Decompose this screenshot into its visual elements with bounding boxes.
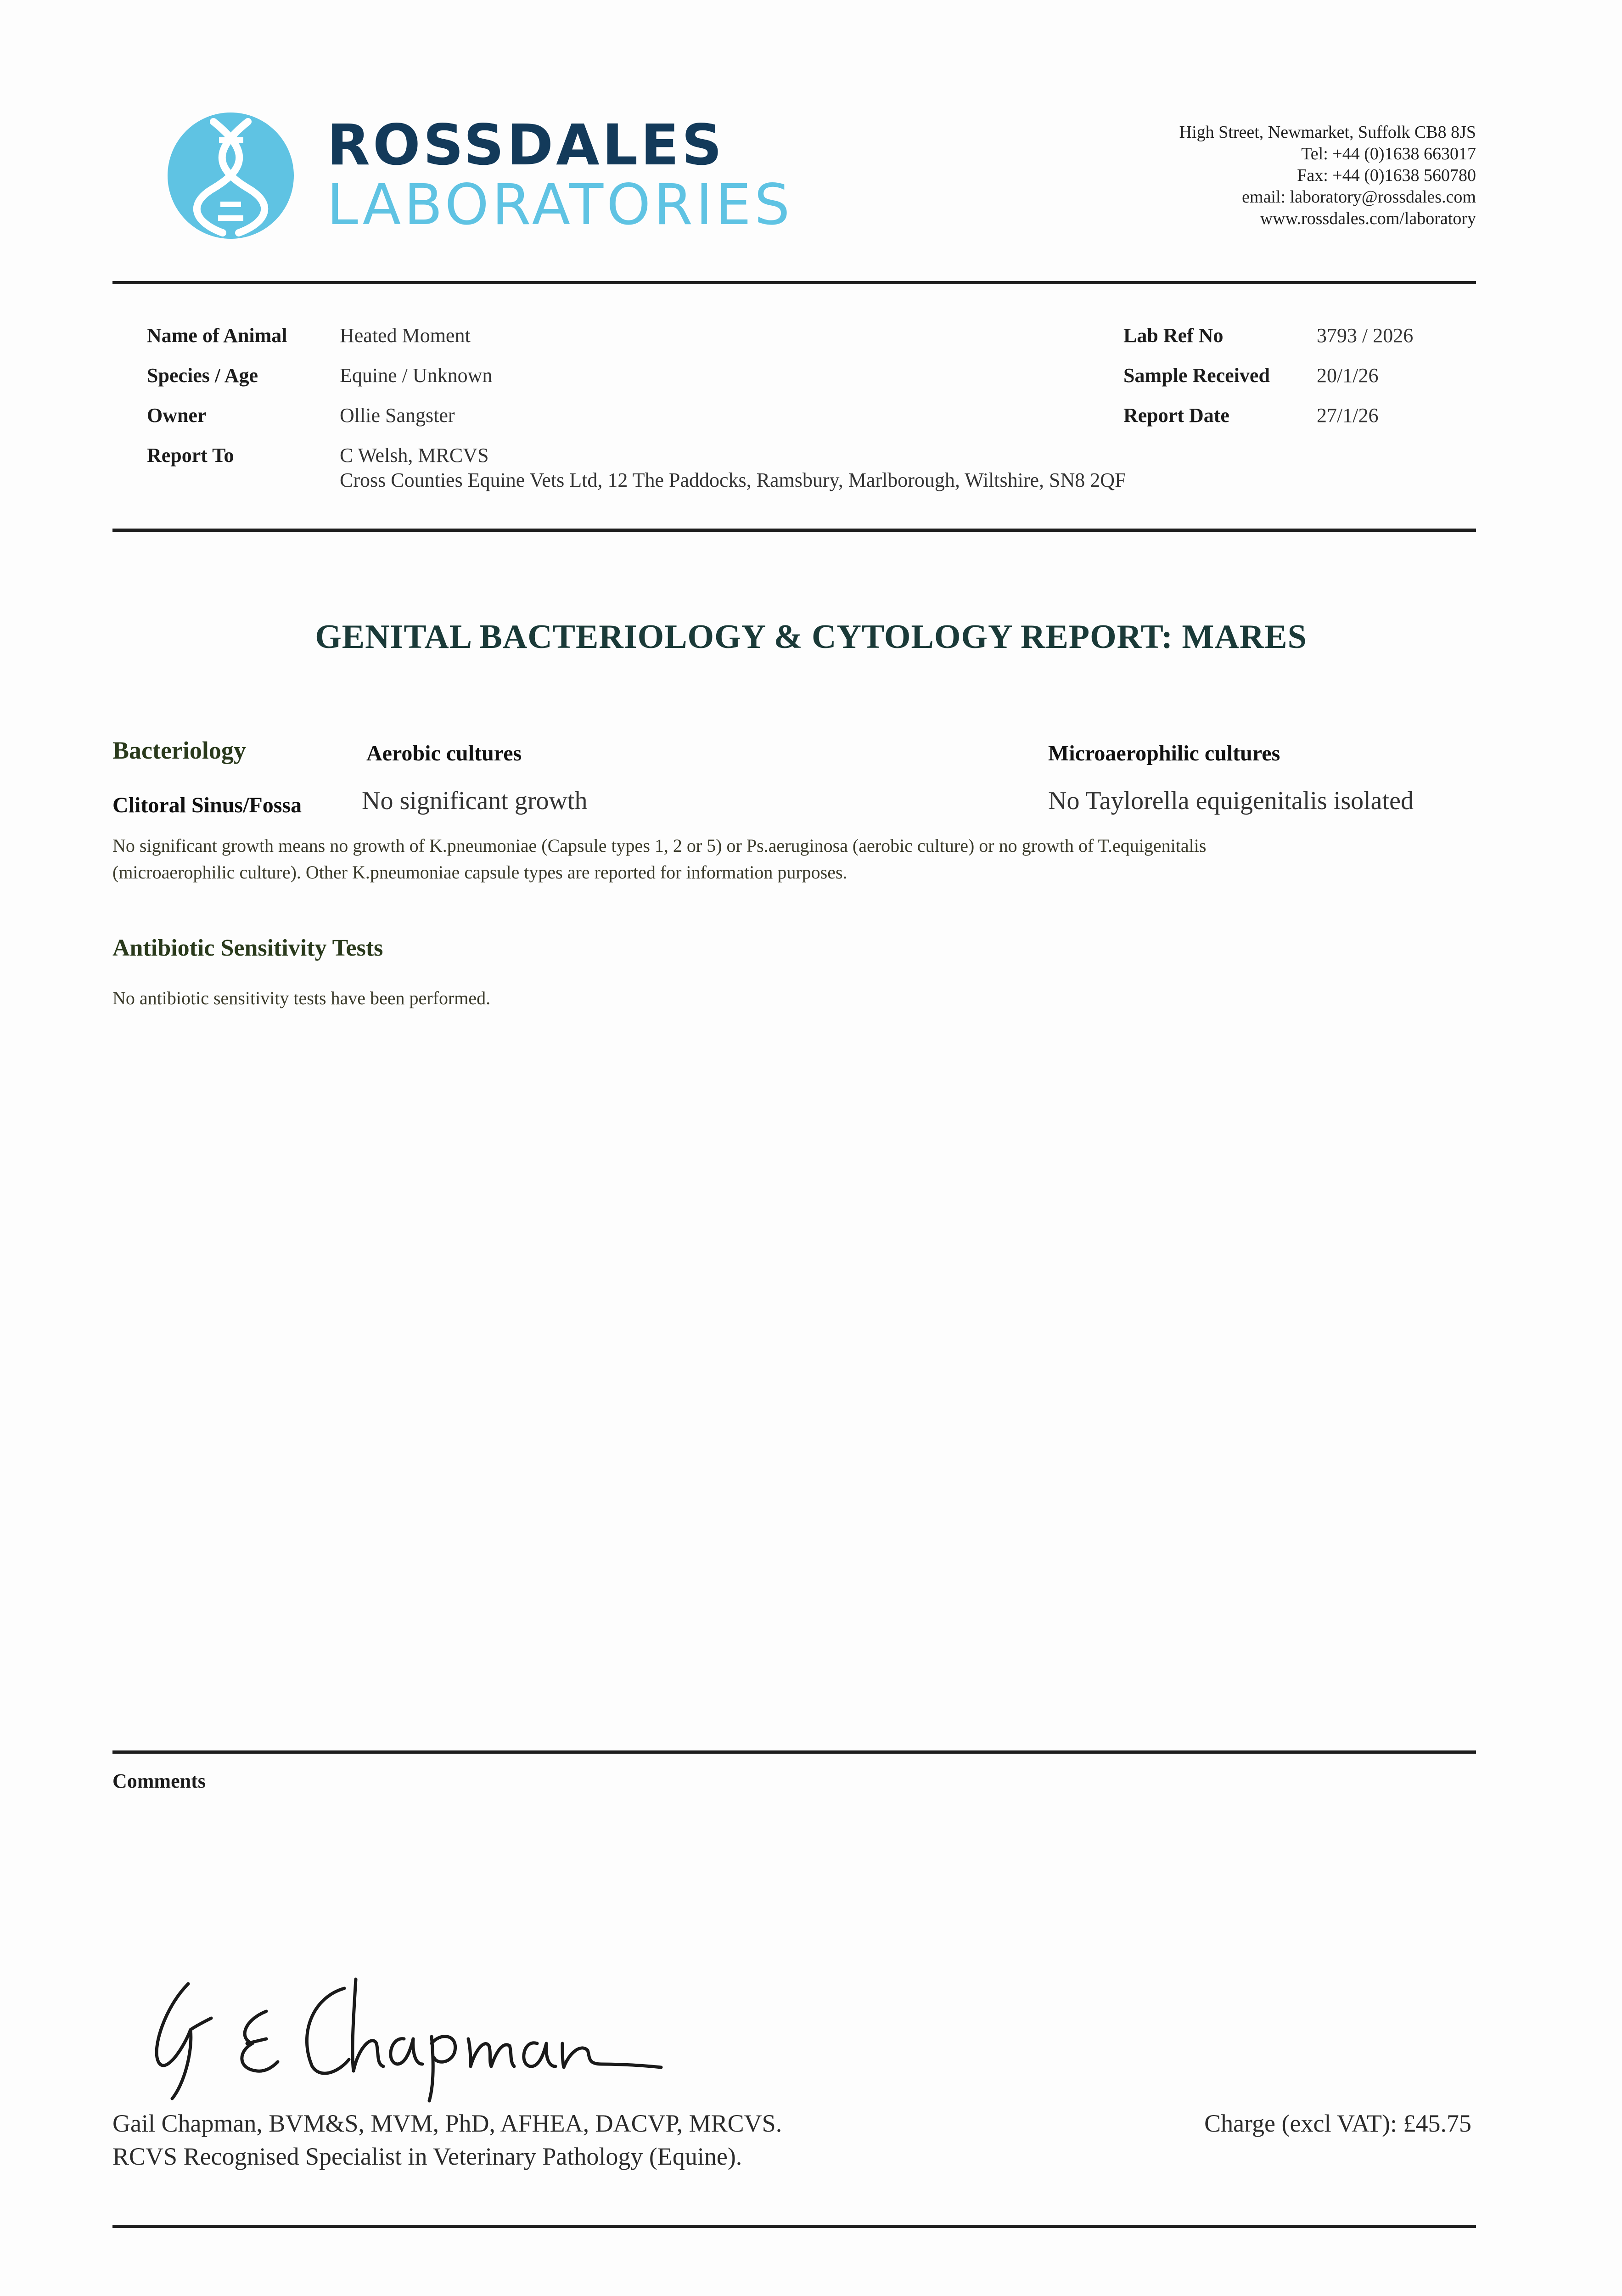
lab-ref-label: Lab Ref No [1123,324,1224,347]
signatory-block [112,2107,782,2173]
details-divider [112,529,1476,532]
note-line: (microaerophilic culture). Other K.pneumoniae capsule types are reported for information purposes. [112,862,847,883]
logo-text-laboratories: LABORATORIES [327,172,793,237]
dna-helix-icon [168,113,294,239]
logo-text-rossdales: ROSSDALES [327,113,725,178]
owner-label: Owner [147,404,207,427]
logo-dna-icon [168,113,294,239]
report-date-value: 27/1/26 [1317,404,1379,427]
antibiotic-heading: Antibiotic Sensitivity Tests [112,935,383,961]
report-to-value: C Welsh, MRCVS [340,444,489,467]
footer-divider [112,2225,1476,2228]
name-of-animal-label: Name of Animal [147,324,287,347]
sample-received-value: 20/1/26 [1317,364,1379,387]
website-line: www.rossdales.com/laboratory [1260,209,1476,228]
name-of-animal-value: Heated Moment [340,324,471,347]
sample-received-label: Sample Received [1123,364,1270,387]
lab-ref-value: 3793 / 2026 [1317,324,1414,347]
sample-site-label: Clitoral Sinus/Fossa [112,793,302,817]
note-line: No significant growth means no growth of K.pneumoniae (Capsule types 1, 2 or 5) or Ps.aeruginosa (aerobic culture) or no growth of T.equigenitalis [112,835,1207,856]
report-to-label: Report To [147,444,234,467]
owner-value: Ollie Sangster [340,404,455,427]
report-to-address: Cross Counties Equine Vets Ltd, 12 The Paddocks, Ramsbury, Marlborough, Wiltshire, SN8 2QF [340,469,1126,491]
bacteriology-heading: Bacteriology [112,737,246,764]
contact-block [1179,122,1476,230]
signature-image [147,1970,666,2103]
comments-heading: Comments [112,1770,206,1792]
aerobic-cultures-heading: Aerobic cultures [366,741,522,765]
tel-line: Tel: +44 (0)1638 663017 [1301,144,1476,163]
signatory-name: Gail Chapman, BVM&S, MVM, PhD, AFHEA, DACVP, MRCVS. [112,2110,782,2137]
report-date-label: Report Date [1123,404,1229,427]
aerobic-result: No significant growth [362,787,588,815]
microaerophilic-result: No Taylorella equigenitalis isolated [1048,787,1414,815]
handwritten-signature [147,1970,666,2103]
microaerophilic-cultures-heading: Microaerophilic cultures [1048,741,1280,765]
header-divider [112,281,1476,284]
charge-amount: Charge (excl VAT): £45.75 [1204,2110,1471,2137]
species-age-value: Equine / Unknown [340,364,493,387]
antibiotic-text: No antibiotic sensitivity tests have been performed. [112,988,491,1008]
signatory-title: RCVS Recognised Specialist in Veterinary Pathology (Equine). [112,2143,742,2170]
bacteriology-note [112,833,1485,886]
report-title: GENITAL BACTERIOLOGY & CYTOLOGY REPORT: MARES [315,618,1307,656]
comments-divider [112,1750,1476,1754]
fax-line: Fax: +44 (0)1638 560780 [1297,166,1476,185]
email-line: email: laboratory@rossdales.com [1242,187,1476,207]
address-line: High Street, Newmarket, Suffolk CB8 8JS [1179,123,1476,142]
species-age-label: Species / Age [147,364,258,387]
